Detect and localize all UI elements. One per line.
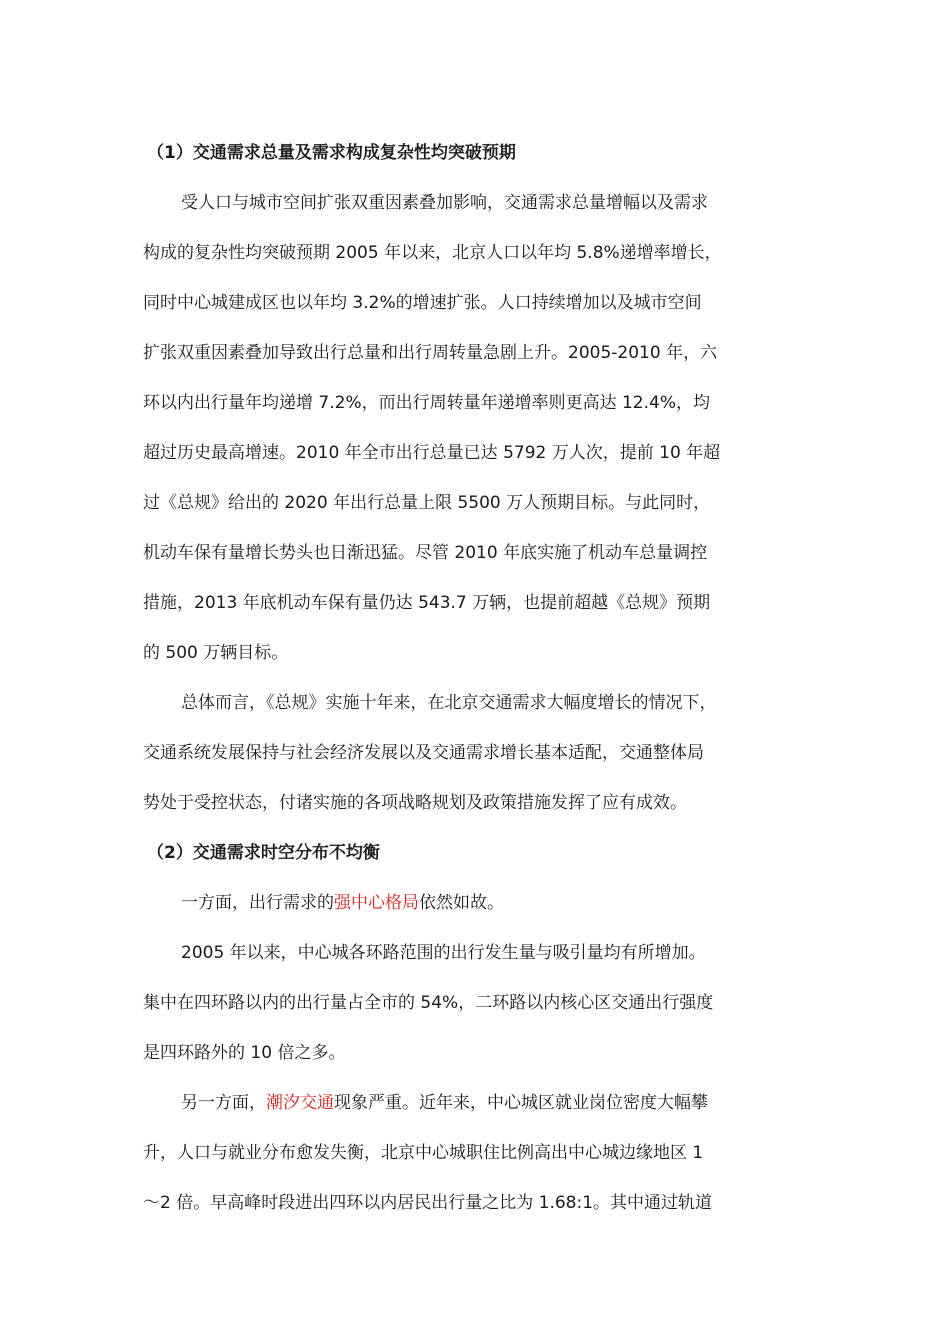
paragraph-line: 受人口与城市空间扩张双重因素叠加影响，交通需求总量增幅以及需求	[181, 193, 708, 213]
paragraph-line: 势处于受控状态，付诸实施的各项战略规划及政策措施发挥了应有成效。	[143, 793, 687, 813]
paragraph-line: 过《总规》给出的 2020 年出行总量上限 5500 万人预期目标。与此同时，	[143, 493, 711, 513]
paragraph-tidal-traffic	[143, 1078, 808, 1228]
text-run: 现象严重。近年来，中心城区就业岗位密度大幅攀	[334, 1093, 708, 1113]
paragraph-line: 扩张双重因素叠加导致出行总量和出行周转量急剧上升。2005-2010 年，六	[143, 343, 718, 363]
paragraph-line: 环以内出行量年均递增 7.2%，而出行周转量年递增率则更高达 12.4%，均	[143, 393, 711, 413]
paragraph-demand-growth	[143, 178, 808, 678]
paragraph-line: 措施，2013 年底机动车保有量仍达 543.7 万辆，也提前超越《总规》预期	[143, 593, 711, 613]
text-run: 一方面，出行需求的	[181, 893, 334, 913]
paragraph-line: 构成的复杂性均突破预期 2005 年以来，北京人口以年均 5.8%递增率增长，	[143, 243, 722, 263]
paragraph-line: 总体而言，《总规》实施十年来，在北京交通需求大幅度增长的情况下，	[181, 693, 717, 713]
highlight-text: 潮汐交通	[266, 1093, 334, 1113]
paragraph-line: 交通系统发展保持与社会经济发展以及交通需求增长基本适配，交通整体局	[143, 743, 704, 763]
paragraph-line: 机动车保有量增长势头也日渐迅猛。尽管 2010 年底实施了机动车总量调控	[143, 543, 708, 563]
paragraph-line: 是四环路外的 10 倍之多。	[143, 1043, 346, 1063]
paragraph-line: 2005 年以来，中心城各环路范围的出行发生量与吸引量均有所增加。	[181, 943, 706, 963]
paragraph-strong-center	[143, 878, 808, 928]
document-body	[143, 128, 808, 1228]
paragraph-line	[143, 1078, 808, 1128]
paragraph-line: ～2 倍。早高峰时段进出四环以内居民出行量之比为 1.68:1。其中通过轨道	[143, 1193, 713, 1213]
paragraph-line: 的 500 万辆目标。	[143, 643, 289, 663]
paragraph-line: 同时中心城建成区也以年均 3.2%的增速扩张。人口持续增加以及城市空间	[143, 293, 702, 313]
text-run: 另一方面，	[181, 1093, 266, 1113]
paragraph-line: 升，人口与就业分布愈发失衡，北京中心城职住比例高出中心城边缘地区 1	[143, 1143, 704, 1163]
highlight-text: 强中心格局	[334, 893, 419, 913]
section-heading-2: （2）交通需求时空分布不均衡	[147, 843, 380, 863]
paragraph-summary	[143, 678, 808, 828]
paragraph-line: 集中在四环路以内的出行量占全市的 54%，二环路以内核心区交通出行强度	[143, 993, 714, 1013]
paragraph-ring-distribution	[143, 928, 808, 1078]
section-heading-1: （1）交通需求总量及需求构成复杂性均突破预期	[147, 143, 516, 163]
paragraph-line: 超过历史最高增速。2010 年全市出行总量已达 5792 万人次，提前 10 年超	[143, 443, 721, 463]
text-run: 依然如故。	[419, 893, 504, 913]
